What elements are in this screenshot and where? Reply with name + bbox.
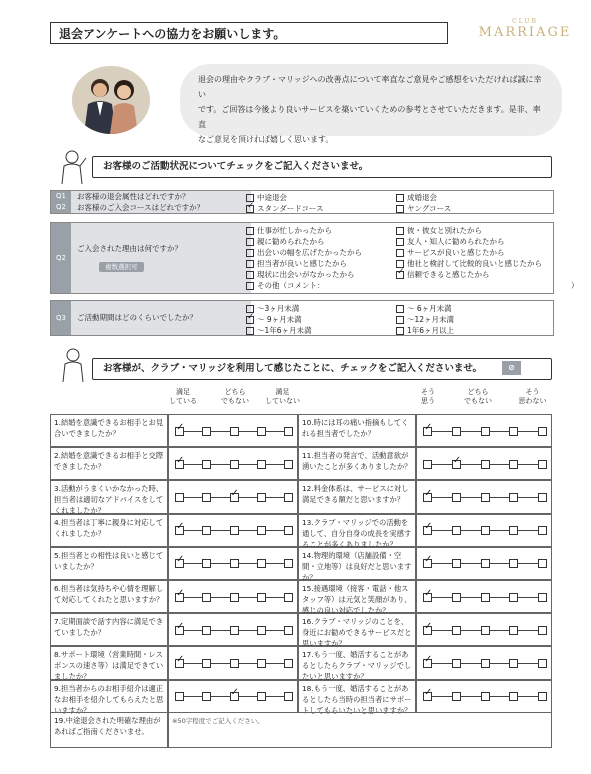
rating-checkbox[interactable] <box>481 526 490 535</box>
q1-option-married[interactable] <box>396 192 437 203</box>
rating-cell <box>416 580 552 613</box>
option-label: 担当者が良いと感じたから <box>257 259 347 268</box>
checkbox[interactable] <box>396 238 404 246</box>
rating-checkbox[interactable] <box>452 427 461 436</box>
rating-checkbox[interactable] <box>257 559 266 568</box>
rating-cell <box>416 514 552 547</box>
rating-scale <box>423 626 545 634</box>
rating-checkbox[interactable] <box>257 460 266 469</box>
brand-name: MARRIAGE <box>478 25 572 40</box>
question-text: 14.物理的環境（店舗設備・空間・立地等）は良好だと思いますか？ <box>298 547 416 580</box>
rating-checkbox[interactable] <box>452 593 461 602</box>
rating-checkbox[interactable] <box>538 526 547 535</box>
scale-satisfied: 満足 している <box>169 388 197 405</box>
q2b-option-other[interactable] <box>246 280 325 291</box>
rating-checkbox[interactable] <box>509 493 518 502</box>
rating-checkbox[interactable] <box>257 659 266 668</box>
rating-checkbox[interactable] <box>423 593 432 602</box>
rating-checkbox[interactable] <box>257 526 266 535</box>
rating-checkbox[interactable] <box>284 626 293 635</box>
q-number: Q1 <box>51 191 71 202</box>
q2b-option[interactable] <box>396 236 505 247</box>
rating-checkbox[interactable] <box>423 559 432 568</box>
rating-checkbox[interactable] <box>230 460 239 469</box>
rating-scale <box>175 427 291 435</box>
rating-checkbox[interactable] <box>423 493 432 502</box>
question-text: 13.クラブ・マリッジでの活動を通して、自分自身の成長を実感することが多くありましたか？ <box>298 514 416 547</box>
rating-checkbox[interactable] <box>423 659 432 668</box>
option-label: その他（コメント： <box>257 281 325 290</box>
rating-checkbox[interactable] <box>509 593 518 602</box>
q2b-option[interactable] <box>246 236 325 247</box>
rating-cell <box>168 680 298 713</box>
question-text: 11.担当者の発言で、活動意欲が湧いたことが多くありましたか？ <box>298 447 416 480</box>
option-label: 成婚退会 <box>407 193 437 202</box>
rating-checkbox[interactable] <box>257 626 266 635</box>
rating-checkbox[interactable] <box>452 626 461 635</box>
rating-scale <box>423 493 545 501</box>
q2b-option[interactable] <box>246 247 362 258</box>
rating-checkbox[interactable] <box>284 659 293 668</box>
intro-line: なご意見を頂ければ嬉しく思います。 <box>198 135 334 144</box>
rating-cell <box>416 547 552 580</box>
checkbox[interactable] <box>396 327 404 335</box>
rating-cell <box>168 613 298 646</box>
rating-checkbox[interactable] <box>481 460 490 469</box>
rating-checkbox[interactable] <box>509 659 518 668</box>
rating-checkbox[interactable] <box>175 427 184 436</box>
q-number: Q3 <box>51 301 71 335</box>
rating-checkbox[interactable] <box>423 526 432 535</box>
q2b-option[interactable] <box>246 258 347 269</box>
rating-checkbox[interactable] <box>452 692 461 701</box>
checkbox[interactable] <box>246 249 254 257</box>
q2b-option[interactable] <box>396 225 482 236</box>
rating-checkbox[interactable] <box>175 526 184 535</box>
rating-checkbox[interactable] <box>202 493 211 502</box>
rating-checkbox[interactable] <box>284 460 293 469</box>
checkbox[interactable] <box>396 205 404 213</box>
section2-title <box>92 358 552 380</box>
rating-checkbox[interactable] <box>509 559 518 568</box>
rating-scale <box>423 593 545 601</box>
brand-sub: CLUB <box>512 18 538 25</box>
rating-checkbox[interactable] <box>202 692 211 701</box>
question-text: 1.結婚を意識できるお相手とお見合いできましたか？ <box>50 414 168 447</box>
rating-checkbox[interactable] <box>230 692 239 701</box>
checkbox[interactable] <box>396 249 404 257</box>
rating-cell <box>168 580 298 613</box>
q3-option[interactable] <box>396 303 452 314</box>
rating-checkbox[interactable] <box>230 493 239 502</box>
rating-checkbox[interactable] <box>452 526 461 535</box>
rating-checkbox[interactable] <box>423 427 432 436</box>
page-title: 退会アンケートへの協力をお願いします。 <box>50 22 448 44</box>
rating-checkbox[interactable] <box>284 692 293 701</box>
question-text: 18.もう一度、婚活することがあるとしたら当時の担当者にサポートしてもらいたいと思いますか？ <box>298 680 416 713</box>
rating-checkbox[interactable] <box>509 526 518 535</box>
q3-option[interactable] <box>396 325 454 336</box>
rating-cell <box>168 547 298 580</box>
rating-scale <box>175 659 291 667</box>
question-text: 4.担当者は丁寧に親身に対応してくれましたか？ <box>50 514 168 547</box>
rating-checkbox[interactable] <box>284 427 293 436</box>
option-label: 親に勧められたから <box>257 237 325 246</box>
question-text: 16.クラブ・マリッジのことを、身近にお勧めできるサービスだと思いますか？ <box>298 613 416 646</box>
rating-scale <box>175 692 291 700</box>
rating-checkbox[interactable] <box>423 626 432 635</box>
rating-scale <box>175 526 291 534</box>
option-label: サービスが良いと感じたから <box>407 248 505 257</box>
q-number: Q2 <box>51 202 71 213</box>
section2-title-text: お客様が、クラブ・マリッジを利用して感じたことに、チェックをご記入くださいませ。 <box>103 363 483 374</box>
question-text: 7.定期面談で話す内容に満足できていましたか？ <box>50 613 168 646</box>
question-text: 9.担当者からのお相手紹介は適正なお相手を紹介してもらえたと思いますか？ <box>50 680 168 713</box>
rating-checkbox[interactable] <box>538 659 547 668</box>
rating-scale <box>423 659 545 667</box>
option-label: 信頼できると感じたから <box>407 270 490 279</box>
rating-checkbox[interactable] <box>481 427 490 436</box>
section2-mark: ⊘ <box>502 361 521 375</box>
checkbox[interactable] <box>246 260 254 268</box>
q1-block <box>50 190 554 214</box>
rating-scale <box>175 493 291 501</box>
q19-answer[interactable] <box>168 712 552 748</box>
rating-checkbox[interactable] <box>175 626 184 635</box>
rating-scale <box>423 460 545 468</box>
person-icon <box>58 346 88 384</box>
rating-checkbox[interactable] <box>202 460 211 469</box>
q19-note: ※50字程度でご記入ください。 <box>172 717 264 725</box>
rating-checkbox[interactable] <box>538 460 547 469</box>
brand-logo <box>470 18 580 40</box>
q2a-text: お客様のご入会コースはどれですか？ <box>77 203 205 212</box>
rating-checkbox[interactable] <box>481 692 490 701</box>
option-label: 出会いの幅を広げたかったから <box>257 248 362 257</box>
checkbox[interactable] <box>396 316 404 324</box>
scale-neutral-right: どちら でもない <box>464 388 492 405</box>
rating-checkbox[interactable] <box>202 526 211 535</box>
q19-text: 19.中途退会された明確な理由があればご指南くださいませ。 <box>50 712 168 748</box>
rating-scale <box>423 427 545 435</box>
rating-checkbox[interactable] <box>175 559 184 568</box>
rating-checkbox[interactable] <box>257 493 266 502</box>
rating-checkbox[interactable] <box>175 593 184 602</box>
scale-disagree: そう 思わない <box>518 388 547 405</box>
option-label: ～1年6ヶ月未満 <box>257 326 312 335</box>
intro-line: です。ご回答は今後より良いサービスを築いていくための参考とさせていただきます。是非、率直 <box>198 105 541 129</box>
q3-option[interactable] <box>246 325 312 336</box>
q2a-option-young[interactable] <box>396 203 451 214</box>
q2b-other-close: ） <box>571 281 579 290</box>
rating-checkbox[interactable] <box>257 427 266 436</box>
q3-option[interactable] <box>246 314 302 325</box>
q3-option[interactable] <box>396 314 454 325</box>
couple-photo <box>72 66 150 134</box>
rating-cell <box>416 613 552 646</box>
rating-checkbox[interactable] <box>481 493 490 502</box>
rating-checkbox[interactable] <box>538 626 547 635</box>
person-icon <box>58 148 88 186</box>
rating-checkbox[interactable] <box>452 559 461 568</box>
q3-text: ご活動期間はどのくらいでしたか？ <box>71 301 251 335</box>
q3-block <box>50 300 554 336</box>
option-label: 彼・彼女と別れたから <box>407 226 482 235</box>
rating-checkbox[interactable] <box>230 659 239 668</box>
checkbox[interactable] <box>246 316 254 324</box>
rating-checkbox[interactable] <box>423 692 432 701</box>
rating-checkbox[interactable] <box>230 593 239 602</box>
checkbox[interactable] <box>246 227 254 235</box>
scale-neutral: どちら でもない <box>221 388 249 405</box>
checkbox[interactable] <box>246 238 254 246</box>
rating-cell <box>168 480 298 513</box>
checkbox[interactable] <box>396 227 404 235</box>
question-text: 15.接遇環境（接客・電話・他スタッフ等）は元気と笑顔があり、感じの良い対応でしたか？ <box>298 580 416 613</box>
option-label: ～ 9ヶ月未満 <box>257 315 302 324</box>
rating-checkbox[interactable] <box>175 692 184 701</box>
rating-checkbox[interactable] <box>423 460 432 469</box>
rating-cell <box>168 447 298 480</box>
rating-checkbox[interactable] <box>230 626 239 635</box>
q2b-option[interactable] <box>396 258 542 269</box>
rating-checkbox[interactable] <box>284 493 293 502</box>
rating-scale <box>423 692 545 700</box>
rating-checkbox[interactable] <box>202 626 211 635</box>
rating-checkbox[interactable] <box>175 659 184 668</box>
rating-scale <box>423 559 545 567</box>
q2a-option-standard[interactable] <box>246 203 324 214</box>
rating-scale <box>423 526 545 534</box>
rating-checkbox[interactable] <box>202 559 211 568</box>
rating-checkbox[interactable] <box>509 692 518 701</box>
question-text: 2.結婚を意識できるお相手と交際できましたか？ <box>50 447 168 480</box>
q2b-option[interactable] <box>396 269 490 280</box>
option-label: 他社と検討して比較的良いと感じたから <box>407 259 542 268</box>
rating-checkbox[interactable] <box>202 659 211 668</box>
rating-checkbox[interactable] <box>230 559 239 568</box>
rating-checkbox[interactable] <box>481 593 490 602</box>
question-text: 12.料金体系は、サービスに対し満足できる額だと思いますか？ <box>298 480 416 513</box>
rating-checkbox[interactable] <box>538 559 547 568</box>
rating-cell <box>168 414 298 447</box>
rating-checkbox[interactable] <box>202 427 211 436</box>
option-label: 1年6ヶ月以上 <box>407 326 455 335</box>
option-label: 仕事が忙しかったから <box>257 226 332 235</box>
rating-cell <box>168 646 298 679</box>
rating-checkbox[interactable] <box>509 427 518 436</box>
checkbox[interactable] <box>246 271 254 279</box>
checkbox[interactable] <box>246 327 254 335</box>
rating-checkbox[interactable] <box>175 493 184 502</box>
scale-unsatisfied: 満足 していない <box>265 388 300 405</box>
option-label: スタンダードコース <box>257 204 324 213</box>
rating-checkbox[interactable] <box>284 593 293 602</box>
rating-checkbox[interactable] <box>538 427 547 436</box>
option-label: ～12ヶ月未満 <box>407 315 455 324</box>
rating-scale <box>175 559 291 567</box>
question-text: 10.時には耳の痛い指摘もしてくれる担当者でしたか？ <box>298 414 416 447</box>
rating-cell <box>416 414 552 447</box>
rating-checkbox[interactable] <box>538 692 547 701</box>
rating-cell <box>416 447 552 480</box>
q1-text: お客様の退会属性はどれですか？ <box>77 192 190 201</box>
rating-scale <box>175 593 291 601</box>
rating-checkbox[interactable] <box>452 460 461 469</box>
option-label: ヤングコース <box>407 204 452 213</box>
option-label: ～ 6ヶ月未満 <box>407 304 452 313</box>
question-text: 5.担当者との相性は良いと感じていましたか？ <box>50 547 168 580</box>
question-text: 6.担当者は気持ちや心情を理解して対応してくれたと思いますか？ <box>50 580 168 613</box>
rating-checkbox[interactable] <box>175 460 184 469</box>
rating-checkbox[interactable] <box>538 593 547 602</box>
rating-checkbox[interactable] <box>202 593 211 602</box>
q-number: Q2 <box>51 223 71 293</box>
intro-line: 退会の理由やクラブ・マリッジへの改善点について率直なご意見やご感想をいただければ誠に幸い <box>198 75 542 99</box>
option-label: ～3ヶ月未満 <box>257 304 300 313</box>
checkbox[interactable] <box>396 271 404 279</box>
rating-checkbox[interactable] <box>452 493 461 502</box>
intro-text <box>180 64 562 144</box>
multi-select-badge: 複数選択可 <box>99 262 144 272</box>
rating-checkbox[interactable] <box>538 493 547 502</box>
question-text: 3.活動がうまくいかなかった時、担当者は適切なアドバイスをしてくれましたか？ <box>50 480 168 513</box>
checkbox[interactable] <box>246 282 254 290</box>
rating-checkbox[interactable] <box>509 626 518 635</box>
q2b-text: ご入会された理由は何ですか？ <box>77 244 182 253</box>
rating-scale <box>175 626 291 634</box>
section1-title: お客様のご活動状況についてチェックをご記入くださいませ。 <box>92 156 552 178</box>
option-label: 友人・知人に勧められたから <box>407 237 505 246</box>
rating-cell <box>416 680 552 713</box>
rating-checkbox[interactable] <box>284 559 293 568</box>
q2b-option[interactable] <box>396 247 505 258</box>
option-label: 中途退会 <box>257 193 287 202</box>
rating-checkbox[interactable] <box>481 659 490 668</box>
rating-checkbox[interactable] <box>509 460 518 469</box>
q2b-block <box>50 222 579 294</box>
rating-cell <box>416 646 552 679</box>
rating-checkbox[interactable] <box>257 593 266 602</box>
rating-checkbox[interactable] <box>481 626 490 635</box>
rating-checkbox[interactable] <box>257 692 266 701</box>
rating-cell <box>168 514 298 547</box>
rating-checkbox[interactable] <box>230 427 239 436</box>
checkbox[interactable] <box>246 205 254 213</box>
checkbox[interactable] <box>396 194 404 202</box>
rating-cell <box>416 480 552 513</box>
q2b-option[interactable] <box>246 225 332 236</box>
question-text: 8.サポート環境（営業時間・レスポンスの速さ等）は満足できていましたか？ <box>50 646 168 679</box>
question-text: 17.もう一度、婚活することがあるとしたらクラブ・マリッジでしたいと思いますか？ <box>298 646 416 679</box>
checkbox[interactable] <box>396 305 404 313</box>
rating-scale <box>175 460 291 468</box>
rating-checkbox[interactable] <box>481 559 490 568</box>
option-label: 現状に出会いがなかったから <box>257 270 355 279</box>
rating-checkbox[interactable] <box>284 526 293 535</box>
rating-checkbox[interactable] <box>452 659 461 668</box>
rating-checkbox[interactable] <box>230 526 239 535</box>
scale-agree: そう 思う <box>421 388 435 405</box>
q2b-option[interactable] <box>246 269 355 280</box>
